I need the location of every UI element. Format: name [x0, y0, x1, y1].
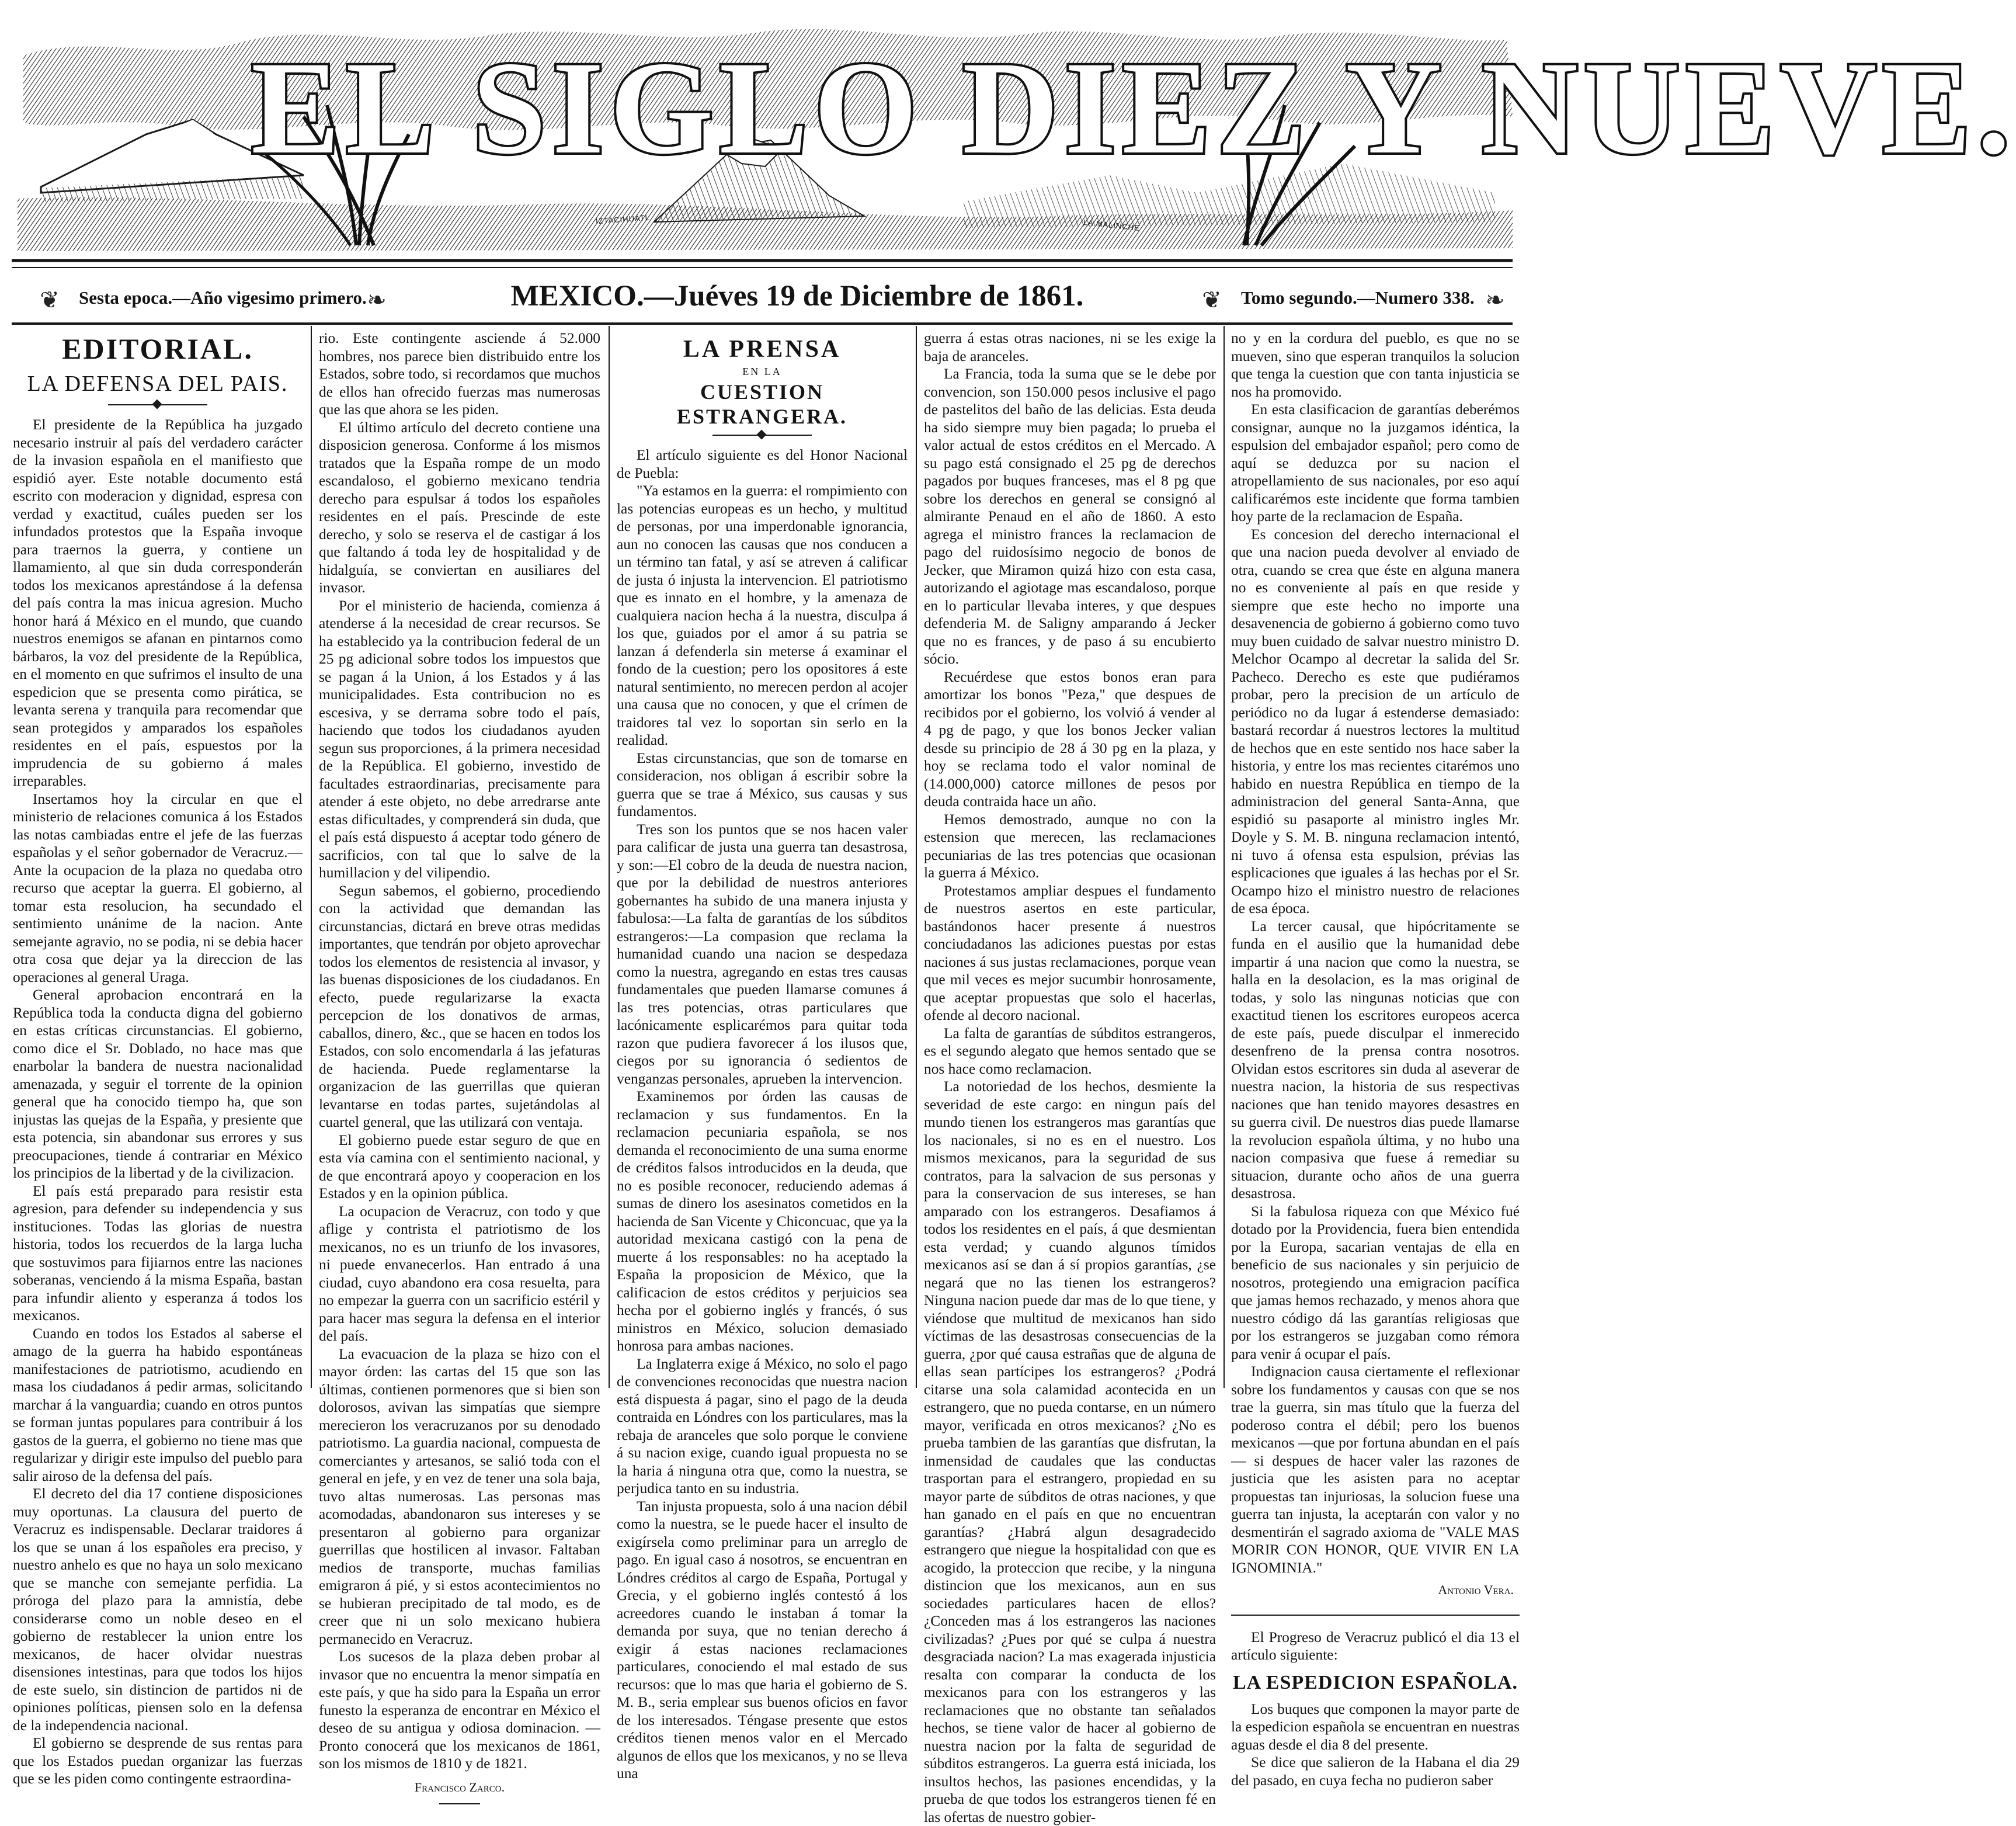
diamond-rule-icon	[712, 431, 812, 439]
column-divider	[916, 326, 917, 1388]
paragraph: Protestamos ampliar despues el fundamento de nuestros asertos en este particular, bastándonos hacer presente á nuestros conciudadanos las adiciones puestas por estas naciones á sus justas reclamaciones, porque vean que mil veces es mejor sucumbir honrosamente, que aceptar propuestas que solo el hacerlas, ofende al decoro nacional.	[924, 882, 1216, 1023]
column-divider	[1223, 326, 1225, 1388]
dateline-bar	[0, 279, 1524, 321]
paragraph: La tercer causal, que hipócritamente se funda en el ausilio que la humanidad debe impartir á una nacion que como la nuestra, se halla en la desolacion, es la mas original de todas, y solo las ningunas noticias que con exactitud tienen los escritores europeos acerca de este país, puede disculpar el inmerecido desenfreno de la prensa contra nosotros. Olvidan estos escritores sin duda al aseverar de nuestra nacion, la historia de sus respectivas naciones que han tenido mayores desastres en su guerra civil. De nuestros dias puede llamarse la revolucion española última, y no hubo una nacion compasiva que fuese á remediar su situacion, durante ocho años de una guerra desastrosa.	[1231, 918, 1520, 1202]
column-editorial-continued	[319, 329, 600, 1794]
paragraph: General aprobacion encontrará en la República toda la conducta digna del gobierno en estas críticas circunstancias. El gobierno, como dice el Sr. Doblado, no hace mas que enarbolar la bandera de nuestra nacionalidad amenazada, y seguir el torrente de la opinion general que ha conocido tiempo ha, que son injustas las quejas de la España, y presiente que esta potencia, sin abandonar sus errores y sus preocupaciones, tiende á contrariar en México los principios de la libertad y de la civilizacion.	[13, 987, 303, 1181]
paragraph: Insertamos hoy la circular en que el ministerio de relaciones comunica á los Estados las notas cambiadas entre el jefe de las fuerzas españolas y el señor gobernador de Veracruz.—Ante la ocupacion de la plaza no quedaba otro recurso que aceptar la guerra. El gobierno, al tomar esta resolucion, ha secundado el sentimiento unánime de la nacion. Ante semejante agravio, no se podia, ni se debia hacer otra cosa que dejar ya la direccion de las operaciones al general Uraga.	[13, 790, 303, 985]
paragraph: La notoriedad de los hechos, desmiente la severidad de este cargo: en ningun país del mundo tienen los estrangeros mas garantías que los nacionales, si no es en el nuestro. Los mismos mexicanos, para la seguridad de sus contratos, para la salvacion de sus personas y para la conservacion de sus intereses, se han amparado con los estrangeros. Desafiamos á todos los residentes en el país, á que desmientan esta verdad; y cuando algunos tímidos mexicanos así se dan á sí propios garantías, ¿se negará que no las tienen los estrangeros? Ninguna nacion puede dar mas de lo que tiene, y viéndose que multitud de mexicanos han sido víctimas de las desastrosas consecuencias de la guerra, ¿por qué causa estrañas que de alguna de ellas sean partícipes los estrangeros? ¿Podrá citarse una sola calamidad acontecida en un estrangero, que no pueda contarse, en un número mayor, verificada en otros mexicanos? ¿No es prueba tambien de las garantías que disfrutan, la inmensidad de caudales que las conductas trasportan para el estrangero, propiedad en su mayor parte de súbditos de otras naciones, y que han ganado en el país en que no encuentran garantías? ¿Habrá algun desagradecido estrangero que niegue la hospitalidad con que es acogido, la proteccion que recibe, y la ninguna distincion que los mexicanos, aun en sus sociedades particulares hacen de ellos? ¿Conceden mas á los estrangeros las naciones civilizadas? ¿Pues por qué se culpa á nuestra desgraciada nacion? La mas exagerada injusticia resalta con comparar la conducta de los mexicanos para con los estrangeros y las reclamaciones que no obstante tan señalados hechos, se tiene valor de hacer al gobierno de nuestra nacion por la falta de seguridad de súbditos estrangeros. La guerra está iniciada, los insultos hechos, las pasiones encendidas, y la prueba de que todos los estrangeros tienen fé en las ofertas de nuestro gobier-	[924, 1078, 1216, 1825]
paragraph: Estas circunstancias, que son de tomarse en consideracion, nos obligan á escribir sobre la guerra que se trae á México, sus causas y sus fundamentos.	[617, 749, 908, 820]
fleuron-ornament-icon: ❧	[367, 287, 387, 314]
diamond-rule-icon	[108, 401, 207, 409]
paragraph: Es concesion del derecho internacional el que una nacion pueda devolver al enviado de otra, cuando se crea que éste en alguna manera no es conveniente al país en que reside y siempre que este hecho no importe una desavenencia de gobierno á gobierno como tuvo muy buen cuidado de salvar nuestro ministro D. Melchor Ocampo al decretar la salida del Sr. Pacheco. Derecho es este que pudiéramos probar, pero la precision de un artículo de periódico no da lugar á estenderse demasiado: bastará recordar á nuestros lectores la multitud de hechos que en este sentido nos hace saber la historia, y entre los mas recientes citarémos uno habido en nuestra República en tiempo de la administracion del general Santa-Anna, que espidió su pasaporte al ministro ingles Mr. Doyle y S. M. B. ninguna reclamacion intentó, ni tuvo á ofensa esta espulsion, prévias las esplicaciones que iguales á las hechas por el Sr. Ocampo hizo el ministro nuestro de relaciones de esa época.	[1231, 526, 1520, 917]
paragraph: El gobierno puede estar seguro de que en esta vía camina con el sentimiento nacional, y de que encontrará apoyo y cooperacion en los Estados y en la opinion pública.	[319, 1131, 600, 1202]
masthead-title: EL SIGLO DIEZ Y NUEVE.	[251, 34, 2016, 182]
paragraph: El último artículo del decreto contiene una disposicion generosa. Conforme á los mismos tratados que la España rompe de un modo escandaloso, el gobierno mexicano tendria derecho para espulsar á todos los españoles residentes en el país. Prescinde de este derecho, y solo se reserva el de castigar á los que faltando á toda ley de hospitalidad y de hidalguía, se conviertan en ausiliares del invasor.	[319, 419, 600, 596]
article-intro: El artículo siguiente es del Honor Nacional de Puebla:	[617, 447, 908, 481]
paragraph: no y en la cordura del pueblo, es que no se mueven, sino que esperan tranquilos la solucion que tenga la cuestion que con tanta injusticia se nos ha promovido.	[1231, 330, 1520, 400]
dateline-bottom-rule	[12, 322, 1513, 325]
paragraph: Se dice que salieron de la Habana el dia 29 del pasado, en cuya fecha no pudieron saber	[1231, 1754, 1520, 1789]
paragraph: El gobierno se desprende de sus rentas para que los Estados puedan organizar las fuerzas que se les piden como contingente estraordina-	[13, 1735, 303, 1787]
paragraph: La Inglaterra exige á México, no solo el pago de convenciones reconocidas que nuestra nacion está dispuesta á pagar, sino el pago de la deuda contraida en Lóndres con los particulares, mas la rebaja de aranceles que solo porque le conviene á su nacion exige, cuando igual propuesta no se la haria á ninguna otra que, como la nuestra, se perjudica tanto en su industria.	[617, 1355, 908, 1497]
article-intro: El Progreso de Veracruz publicó el dia 13 el artículo siguiente:	[1231, 1629, 1520, 1663]
column-divider	[311, 326, 312, 1388]
fleuron-ornament-icon: ❦	[1202, 287, 1222, 314]
dateline-volume: Tomo segundo.—Numero 338.	[1241, 287, 1475, 308]
paragraph: Si la fabulosa riqueza con que México fué dotado por la Providencia, fuera bien entendida por la Europa, sacarian ventajas de ella en beneficio de sus nacionales y sin perjuicio de nosotros, protegiendo una emigracion pacífica que jamas hemos rechazado, y menos ahora que nuestro código dá las garantías religiosas que por los estrangeros se juzgaban como rémora para venir á ocupar el país.	[1231, 1203, 1520, 1362]
article-subheadline: CUESTION ESTRANGERA.	[676, 380, 848, 428]
author-signature: Antonio Vera.	[1438, 1582, 1514, 1597]
landmark-label-right: LA MALINCHE	[1083, 217, 1141, 233]
article-headline: LA DEFENSA DEL PAIS.	[27, 372, 289, 396]
paragraph: El presidente de la República ha juzgado necesario instruir al país del verdadero carácter de la invasion española en el manifiesto que espidió ayer. Este notable documento está escrito con moderacion y dignidad, espresa con verdad y exactitud, cuáles pueden ser los infundados protestos que la España invoque para traernos la guerra, y contiene un llamamiento, al que sin duda corresponderán todos los mexicanos aprestándose á la defensa del país contra la mas inicua agresion. Mucho honor hará á México en el mundo, que cuando nuestros enemigos se afanan en pintarnos como bárbaros, la voz del presidente de la República, en el momento en que sufrimos el insulto de una espedicion que se presenta como pirática, se levanta serena y tranquila para recomendar que sean protegidos y amparados los españoles residentes en el país, espuestos por la imprudencia de su gobierno á males irreparables.	[13, 416, 303, 789]
paragraph: Indignacion causa ciertamente el reflexionar sobre los fundamentos y causas con que se nos trae la guerra, sin mas título que la fuerza del poderoso contra el débil; pero los buenos mexicanos —que por fortuna abundan en el país— si despues de hacer valer las razones de justicia que les asisten para no aceptar propuestas tan injuriosas, la solucion fuese una guerra tan injusta, la aceptarán con valor y no desmentirán el sagrado axioma de "VALE MAS MORIR CON HONOR, QUE VIVIR EN LA IGNOMINIA."	[1231, 1363, 1520, 1576]
fleuron-ornament-icon: ❧	[1485, 287, 1505, 314]
paragraph: En esta clasificacion de garantías deberémos consignar, aunque no la juzgamos idéntica, la espulsion del embajador español; pero como de aquí se deduzca por su nacion el atropellamiento de sus nacionales, por eso aquí calificarémos este incidente que forma tambien hoy parte de la reclamacion de España.	[1231, 401, 1520, 525]
paragraph: Los sucesos de la plaza deben probar al invasor que no encuentra la menor simpatía en este país, y que ha sido para la España un error funesto la esperanza de encontrar en México el deseo de su antigua y odiosa dominacion. —Pronto conocerá que los mexicanos de 1861, son los mismos de 1810 y de 1821.	[319, 1648, 600, 1772]
paragraph: rio. Este contingente asciende á 52.000 hombres, nos parece bien distribuido entre los Estados, sobre todo, si recordamos que muchos de ellos han ofrecido fuerzas mas numerosas que las que ahora se les piden.	[319, 330, 600, 418]
section-heading: EDITORIAL.	[62, 332, 253, 365]
column-prensa	[617, 329, 908, 1782]
paragraph: Recuérdese que estos bonos eran para amortizar los bonos "Peza," que despues de recibidos por el gobierno, los volvió á vender al 4 pg de pago, y que los bonos Jecker valian desde su principio de 28 á 30 pg en la plaza, y hoy se reclama todo el valor nominal de (14.000,000) catorce millones de pesos por deuda contraida hace un año.	[924, 668, 1216, 810]
paragraph: Segun sabemos, el gobierno, procediendo con la actividad que demandan las circunstancias, dictará en breve otras medidas importantes, que tendrán por objeto aprovechar todos los elementos de resistencia al invasor, y las buenas disposiciones de los ciudadanos. En efecto, puede regularizarse la exacta percepcion de los donativos de armas, caballos, dinero, &c., que se hacen en todos los Estados, con solo encomendarla á las jefaturas de hacienda. Puede reglamentarse la organizacion de las guerrillas que quieran levantarse en todas partes, sujetándolas al cuartel general, que las utilizará con ventaja.	[319, 882, 600, 1130]
paragraph: Hemos demostrado, aunque no con la estension que merecen, las reclamaciones pecuniarias de las tres potencias que ocasionan la guerra á México.	[924, 811, 1216, 881]
article-separator	[1231, 1615, 1520, 1616]
paragraph: Examinemos por órden las causas de reclamacion y sus fundamentos. En la reclamacion pecuniaria española, se nos demanda el reconocimiento de una suma enorme de créditos falsos introducidos en la deuda, que no es posible reconocer, reduciendo ademas á sumas de dinero los asesinatos cometidos en la hacienda de San Vicente y Chiconcuac, que ya la autoridad mexicana castigó con la pena de muerte á los responsables: no ha aceptado la España la proposicion de México, que la calificacion de estos créditos y perjuicios sea hecha por el gobierno inglés y francés, ó sus ministros en México, solucion demasiado honrosa para ambas naciones.	[617, 1088, 908, 1354]
paragraph: Los buques que componen la mayor parte de la espedicion española se encuentran en nuestras aguas desde el dia 8 del presente.	[1231, 1700, 1520, 1753]
paragraph: El país está preparado para resistir esta agresion, para defender su independencia y sus instituciones. Todas las glorias de nuestra historia, todos los recuerdos de la larga lucha que sostuvimos para fijiarnos entre las naciones soberanas, venciendo á la misma España, bastan para infundir aliento y esperanza á todos los mexicanos.	[13, 1182, 303, 1324]
landmark-label-left: IZTACIHUATL	[595, 213, 651, 226]
dateline-date: MEXICO.—Juéves 19 de Diciembre de 1861.	[510, 280, 1084, 313]
paragraph: Tan injusta propuesta, solo á una nacion débil como la nuestra, se le puede hacer el insulto de exigírsela como preliminar para un arreglo de pago. En igual caso á nosotros, se encuentran en Lóndres créditos al cargo de España, Portugal y Grecia, y el gobierno inglés contestó á los acreedores cuando le instaban á tomar la demanda por suya, que no tenian derecho á exigir á estas naciones reclamaciones particulares, conociendo el mal estado de sus recursos: que lo mas que haria el gobierno de S. M. B., seria emplear sus buenos oficios en favor de los interesados. Téngase presente que estos créditos tienen menos valor en el Mercado algunos de ellos que los mexicanos, y no se lleva una	[617, 1498, 908, 1782]
masthead	[0, 0, 2016, 275]
column-fifth	[1231, 329, 1520, 1789]
paragraph: La falta de garantías de súbditos estrangeros, es el segundo alegato que hemos sentado que se nos hace como reclamacion.	[924, 1025, 1216, 1077]
column-prensa-continued	[924, 329, 1216, 1825]
paragraph: "Ya estamos en la guerra: el rompimiento con las potencias europeas es un hecho, y multitud de personas, por una imperdonable ignorancia, aun no conocen las causas que nos conducen a un término tan fatal, y así se atreven á calificar de justa ó injusta la intervencion. El patriotismo que es innato en el hombre, y la amenaza de cualquiera nacion hecha á la nuestra, disculpa á los que, guiados por el amor á su patria se lanzan á defenderla sin meterse á examinar el fondo de la cuestion; pero los opositores á este natural sentimiento, no merecen perdon al acojer una causa que no conocen, y que el crímen de traidores tal vez lo soportan sin serlo en la realidad.	[617, 482, 908, 748]
column-editorial	[13, 329, 303, 1787]
paragraph: Tres son los puntos que se nos hacen valer para calificar de justa una guerra tan desastrosa, y son:—El cobro de la deuda de nuestra nacion, que por la debilidad de nuestros anteriores gobernantes ha subido de una manera injusta y fabulosa:—La falta de garantías de los súbditos estrangeros:—La compasion que reclama la humanidad cuando una nacion se despedaza como la nuestra, agregando en estas tres causas fundamentales que pueden llamarse comunes á las tres potencias, otras particulares que lacónicamente esplicarémos para quitar toda razon que pudiera favorecer á los ilusos que, ciegos por su ignorancia ó sedientos de venganzas personales, aprueben la intervencion.	[617, 821, 908, 1087]
paragraph: La evacuacion de la plaza se hizo con el mayor órden: las cartas del 15 que son las últimas, contienen pormenores que si bien son dolorosos, avivan las simpatías que siempre merecieron los veracruzanos por su denodado patriotismo. La guardia nacional, compuesta de comerciantes y artesanos, se salió toda con el general en jefe, y en vez de tener una sola baja, tuvo altas numerosas. Las personas mas acomodadas, abandonaron sus intereses y se presentaron al gobierno para organizar guerrillas que hostilicen al invasor. Faltaban medios de transporte, muchas familias emigraron á pié, y si estos acontecimientos no se hubieran precipitado de tal modo, es de creer que ni un solo mexicano hubiera permanecido en Veracruz.	[319, 1345, 600, 1647]
article-headline: LA ESPEDICION ESPAÑOLA.	[1232, 1671, 1518, 1693]
paragraph: Cuando en todos los Estados al saberse el amago de la guerra ha habido espontáneas manifestaciones de patriotismo, acudiendo en masa los ciudadanos á pedir armas, solicitando marchar á la vanguardia; cuando en otros puntos se forman juntas populares para contribuir á los gastos de la guerra, el gobierno no tiene mas que regularizar y dirigir este impulso del pueblo para salir airoso de la defensa del país.	[13, 1325, 303, 1484]
paragraph: El decreto del dia 17 contiene disposiciones muy oportunas. La clausura del puerto de Veracruz es indispensable. Declarar traidores á los que se unan á los españoles era preciso, y nuestro anhelo es que no haya un solo mexicano que se manche con semejante perfidia. La próroga del plazo para la amnistía, debe considerarse como un noble deseo en el gobierno de restablecer la union entre los mexicanos, de hacer olvidar nuestras disensiones intestinas, para que todos los hijos de este suelo, sin distincion de partidos ni de opiniones políticas, piensen solo en la defensa de la independencia nacional.	[13, 1485, 303, 1734]
fleuron-ornament-icon: ❦	[40, 287, 60, 314]
paragraph: guerra á estas otras naciones, ni se les exige la baja de aranceles.	[924, 330, 1216, 364]
headline-connector: EN LA	[742, 366, 782, 377]
paragraph: La ocupacion de Veracruz, con todo y que aflige y contrista el patriotismo de los mexicanos, no es un triunfo de los invasores, ni puede envanecerlos. Han entrado á una ciudad, cuyo abandono era cosa resuelta, para no empezar la guerra con un sacrificio estéril y para hacer mas segura la defensa en el interior del país.	[319, 1203, 600, 1344]
paragraph: Por el ministerio de hacienda, comienza á atenderse á la necesidad de crear recursos. Se ha establecido ya la contribucion federal de un 25 pg adicional sobre todos los impuestos que se pagan á la Union, á los Estados y á las municipalidades. Esta contribucion no es escesiva, y se derrama sobre todo el país, haciendo que todos los ciudadanos ayuden segun sus proporciones, á la primera necesidad de la República. El gobierno, investido de facultades estraordinarias, precisamente para atender á este objeto, no debe arredrarse ante estas dificultades, y comprenderá sin duda, que el país está dispuesto á aceptar todo género de sacrificios, con tal que lo salve de la humillacion y del vilipendio.	[319, 597, 600, 881]
author-signature: Francisco Zarco.	[414, 1779, 505, 1794]
column-divider	[609, 326, 610, 1388]
article-headline: LA PRENSA	[683, 336, 842, 363]
dateline-epoch: Sesta epoca.—Año vigesimo primero.	[79, 287, 367, 308]
end-rule	[439, 1803, 480, 1804]
paragraph: La Francia, toda la suma que se le debe por convencion, son 150.000 pesos inclusive el pago de pastelitos del baño de las delicias. Esta deuda ha sido siempre muy bien pagada; lo prueba el valor actual de estos créditos en el Mercado. A su pago está consignado el 25 pg de derechos pagados por buques franceses, mas el 8 pg que sobre los derechos en general se consignó al almirante Penaud en el año de 1860. A esto agrega el ministro frances la reclamacion de pago del ruidosísimo negocio de bonos de Jecker, que Miramon quizá hizo con esta casa, autorizando el agiotage mas escandaloso, porque en lo particular llevaba interes, y que despues defenderia M. de Saligny amparando á Jecker que no es frances, y de paso á su encubierto sócio.	[924, 366, 1216, 667]
